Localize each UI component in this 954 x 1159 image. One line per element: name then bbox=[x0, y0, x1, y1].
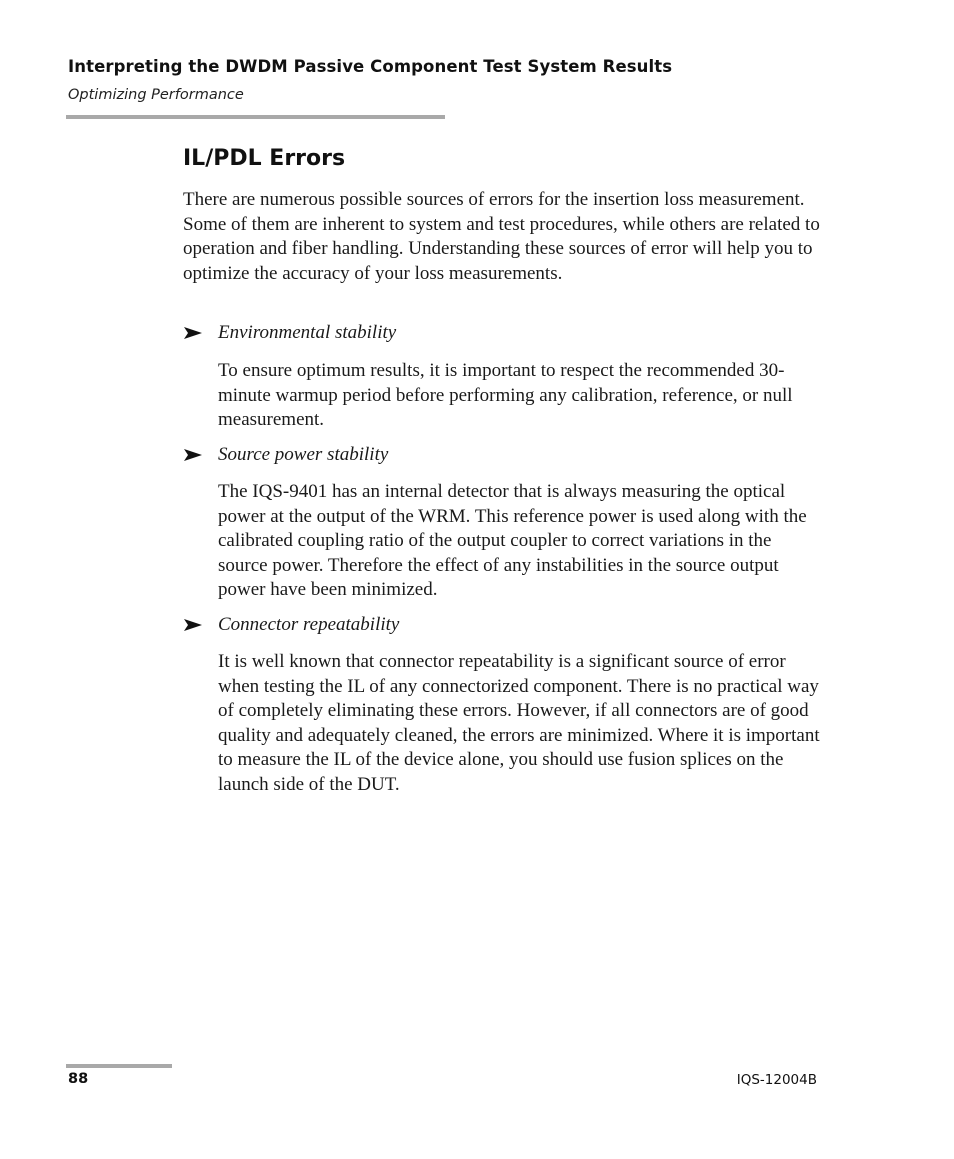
bullet-body-connector-repeatability: It is well known that connector repeatability is a significant source of error when testing the IL of any connectorized component. There is no practical way of completely eliminating these errors. However, if all connectors are of good quality and adequately cleaned, the errors are minimized. Where it is important to measure the IL of the device alone, you should use fusion splices on the launch side of the DUT. bbox=[218, 651, 820, 795]
arrow-bullet-icon bbox=[183, 617, 203, 633]
arrow-bullet-icon bbox=[183, 325, 203, 341]
page-number: 88 bbox=[68, 1071, 89, 1087]
footer-divider bbox=[66, 1064, 172, 1068]
arrow-bullet-icon bbox=[183, 447, 203, 463]
bullet-environmental-stability bbox=[183, 322, 396, 344]
section-heading: IL/PDL Errors bbox=[183, 146, 346, 171]
running-header-subtitle: Optimizing Performance bbox=[68, 87, 244, 103]
bullet-body-environmental-stability: To ensure optimum results, it is important to respect the recommended 30-minute warmup period before performing any calibration, reference, or null measurement. bbox=[218, 360, 793, 431]
bullet-label: Source power stability bbox=[218, 444, 389, 465]
intro-paragraph: There are numerous possible sources of errors for the insertion loss measurement. Some of them are inherent to system and test procedures, while others are related to operation and fiber handling. Understanding these sources of error will help you to optimize the accuracy of your loss measurements. bbox=[183, 189, 820, 284]
bullet-connector-repeatability bbox=[183, 614, 399, 636]
running-header-title: Interpreting the DWDM Passive Component Test System Results bbox=[68, 57, 673, 76]
bullet-label: Connector repeatability bbox=[218, 614, 400, 635]
bullet-source-power-stability bbox=[183, 444, 388, 466]
bullet-body-source-power-stability: The IQS-9401 has an internal detector that is always measuring the optical power at the output of the WRM. This reference power is used along with the calibrated coupling ratio of the output coupler to correct variations in the source power. Therefore the effect of any instabilities in the source output power have been minimized. bbox=[218, 481, 807, 601]
document-code: IQS-12004B bbox=[736, 1072, 817, 1088]
header-divider bbox=[66, 115, 445, 119]
bullet-label: Environmental stability bbox=[218, 322, 397, 343]
